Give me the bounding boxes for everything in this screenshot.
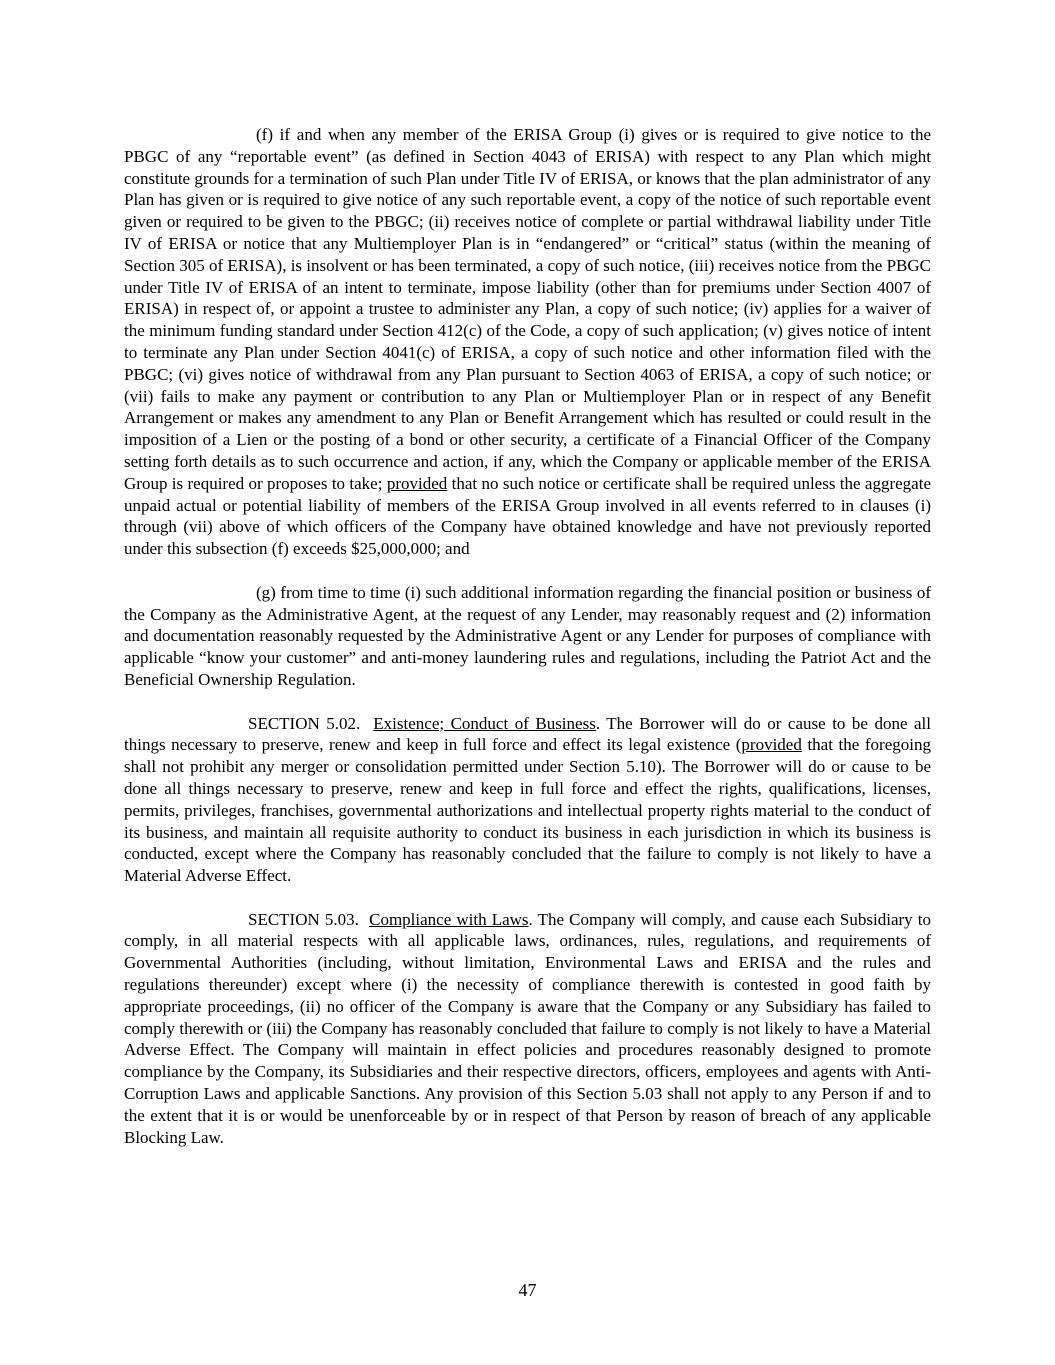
provided-term: provided — [741, 735, 802, 755]
provided-term: provided — [386, 473, 448, 493]
section-5-03-text-1: . The Company will comply, and cause each Subsidiary to comply, in all material respects with all applicable laws, ordinances, rules, regulations, and requirements of Governmental Authorities (including, without limitation, Environmental Laws and ERISA and the rules and regulations thereunder) except where (i) the necessity of compliance therewith is contested in good faith by appropriate proceedings, (ii) no officer of the Company is aware that the Company or any Subsidiary has failed to comply therewith or (iii) the Company has reasonably concluded that failure to comply is not likely to have a Material Adverse Effect. The Company will maintain in effect policies and procedures reasonably designed to promote compliance by the Company, its Subsidiaries and their respective directors, officers, employees and agents with Anti-Corruption Laws and applicable Sanctions. Any provision of this Section 5.03 shall not apply to any Person if and to the extent that it is or would be unenforceable by or in respect of that Person by reason of breach of any applicable Blocking Law. — [124, 909, 931, 1147]
section-5-02-text-1: . The Borrower will do or cause to be done all things necessary to preserve, renew and keep in full force and effect its legal existence ( — [124, 713, 931, 755]
paragraph-f-text-1: (f) if and when any member of the ERISA Group (i) gives or is required to give notice to the PBGC of any “reportable event” (as defined in Section 4043 of ERISA) with respect to any Plan which might constitute grounds for a termination of such Plan under Title IV of ERISA, or knows that the plan administrator of any Plan has given or is required to give notice of any such reportable event, a copy of the notice of such reportable event given or required to be given to the PBGC; (ii) receives notice of complete or partial withdrawal liability under Title IV of ERISA or notice that any Multiemployer Plan is in “endangered” or “critical” status (within the meaning of Section 305 of ERISA), is insolvent or has been terminated, a copy of such notice, (iii) receives notice from the PBGC under Title IV of ERISA of an intent to terminate, impose liability (other than for premiums under Section 4007 of ERISA) in respect of, or appoint a trustee to administer any Plan, a copy of such notice; (iv) applies for a waiver of the minimum funding standard under Section 412(c) of the Code, a copy of such application; (v) gives notice of intent to terminate any Plan under Section 4041(c) of ERISA, a copy of such notice and other information filed with the PBGC; (vi) gives notice of withdrawal from any Plan pursuant to Section 4063 of ERISA, a copy of such notice; or (vii) fails to make any payment or contribution to any Plan or Multiemployer Plan or in respect of any Benefit Arrangement or makes any amendment to any Plan or Benefit Arrangement which has resulted or could result in the imposition of a Lien or the posting of a bond or other security, a certificate of a Financial Officer of the Company setting forth details as to such occurrence and action, if any, which the Company or applicable member of the ERISA Group is required or proposes to take; — [124, 125, 931, 493]
paragraph-g-text: (g) from time to time (i) such additional information regarding the financial position or business of the Company as the Administrative Agent, at the request of any Lender, may reasonably request and (2) information and documentation reasonably requested by the Administrative Agent or any Lender for purposes of compliance with applicable “know your customer” and anti-money laundering rules and regulations, including the Patriot Act and the Beneficial Ownership Regulation. — [124, 582, 931, 689]
paragraph-f-text-2: that no such notice or certificate shall be required unless the aggregate unpaid actual or potential liability of members of the ERISA Group involved in all events referred to in clauses (i) through (vii) above of which officers of the Company have obtained knowledge and have not previously reported under this subsection (f) exceeds $25,000,000; and — [124, 473, 931, 559]
paragraph-f — [124, 124, 931, 560]
paragraph-g — [124, 582, 931, 691]
document-page — [124, 124, 931, 1170]
section-5-02-text-2: that the foregoing shall not prohibit any merger or consolidation permitted under Section 5.10). The Borrower will do or cause to be done all things necessary to preserve, renew and keep in full force and effect the rights, qualifications, licenses, permits, privileges, franchises, governmental authorizations and intellectual property rights material to the conduct of its business, and maintain all requisite authority to conduct its business in each jurisdiction in which its business is conducted, except where the Company has reasonably concluded that the failure to comply is not likely to have a Material Adverse Effect. — [124, 735, 931, 886]
section-5-02-number: SECTION 5.02. — [248, 713, 361, 733]
section-5-02-heading: Existence; Conduct of Business — [373, 713, 596, 733]
section-5-03 — [124, 909, 931, 1149]
page-number: 47 — [518, 1280, 537, 1300]
section-5-03-heading: Compliance with Laws — [369, 909, 529, 929]
section-5-02 — [124, 713, 931, 887]
section-5-03-number: SECTION 5.03. — [248, 909, 359, 929]
